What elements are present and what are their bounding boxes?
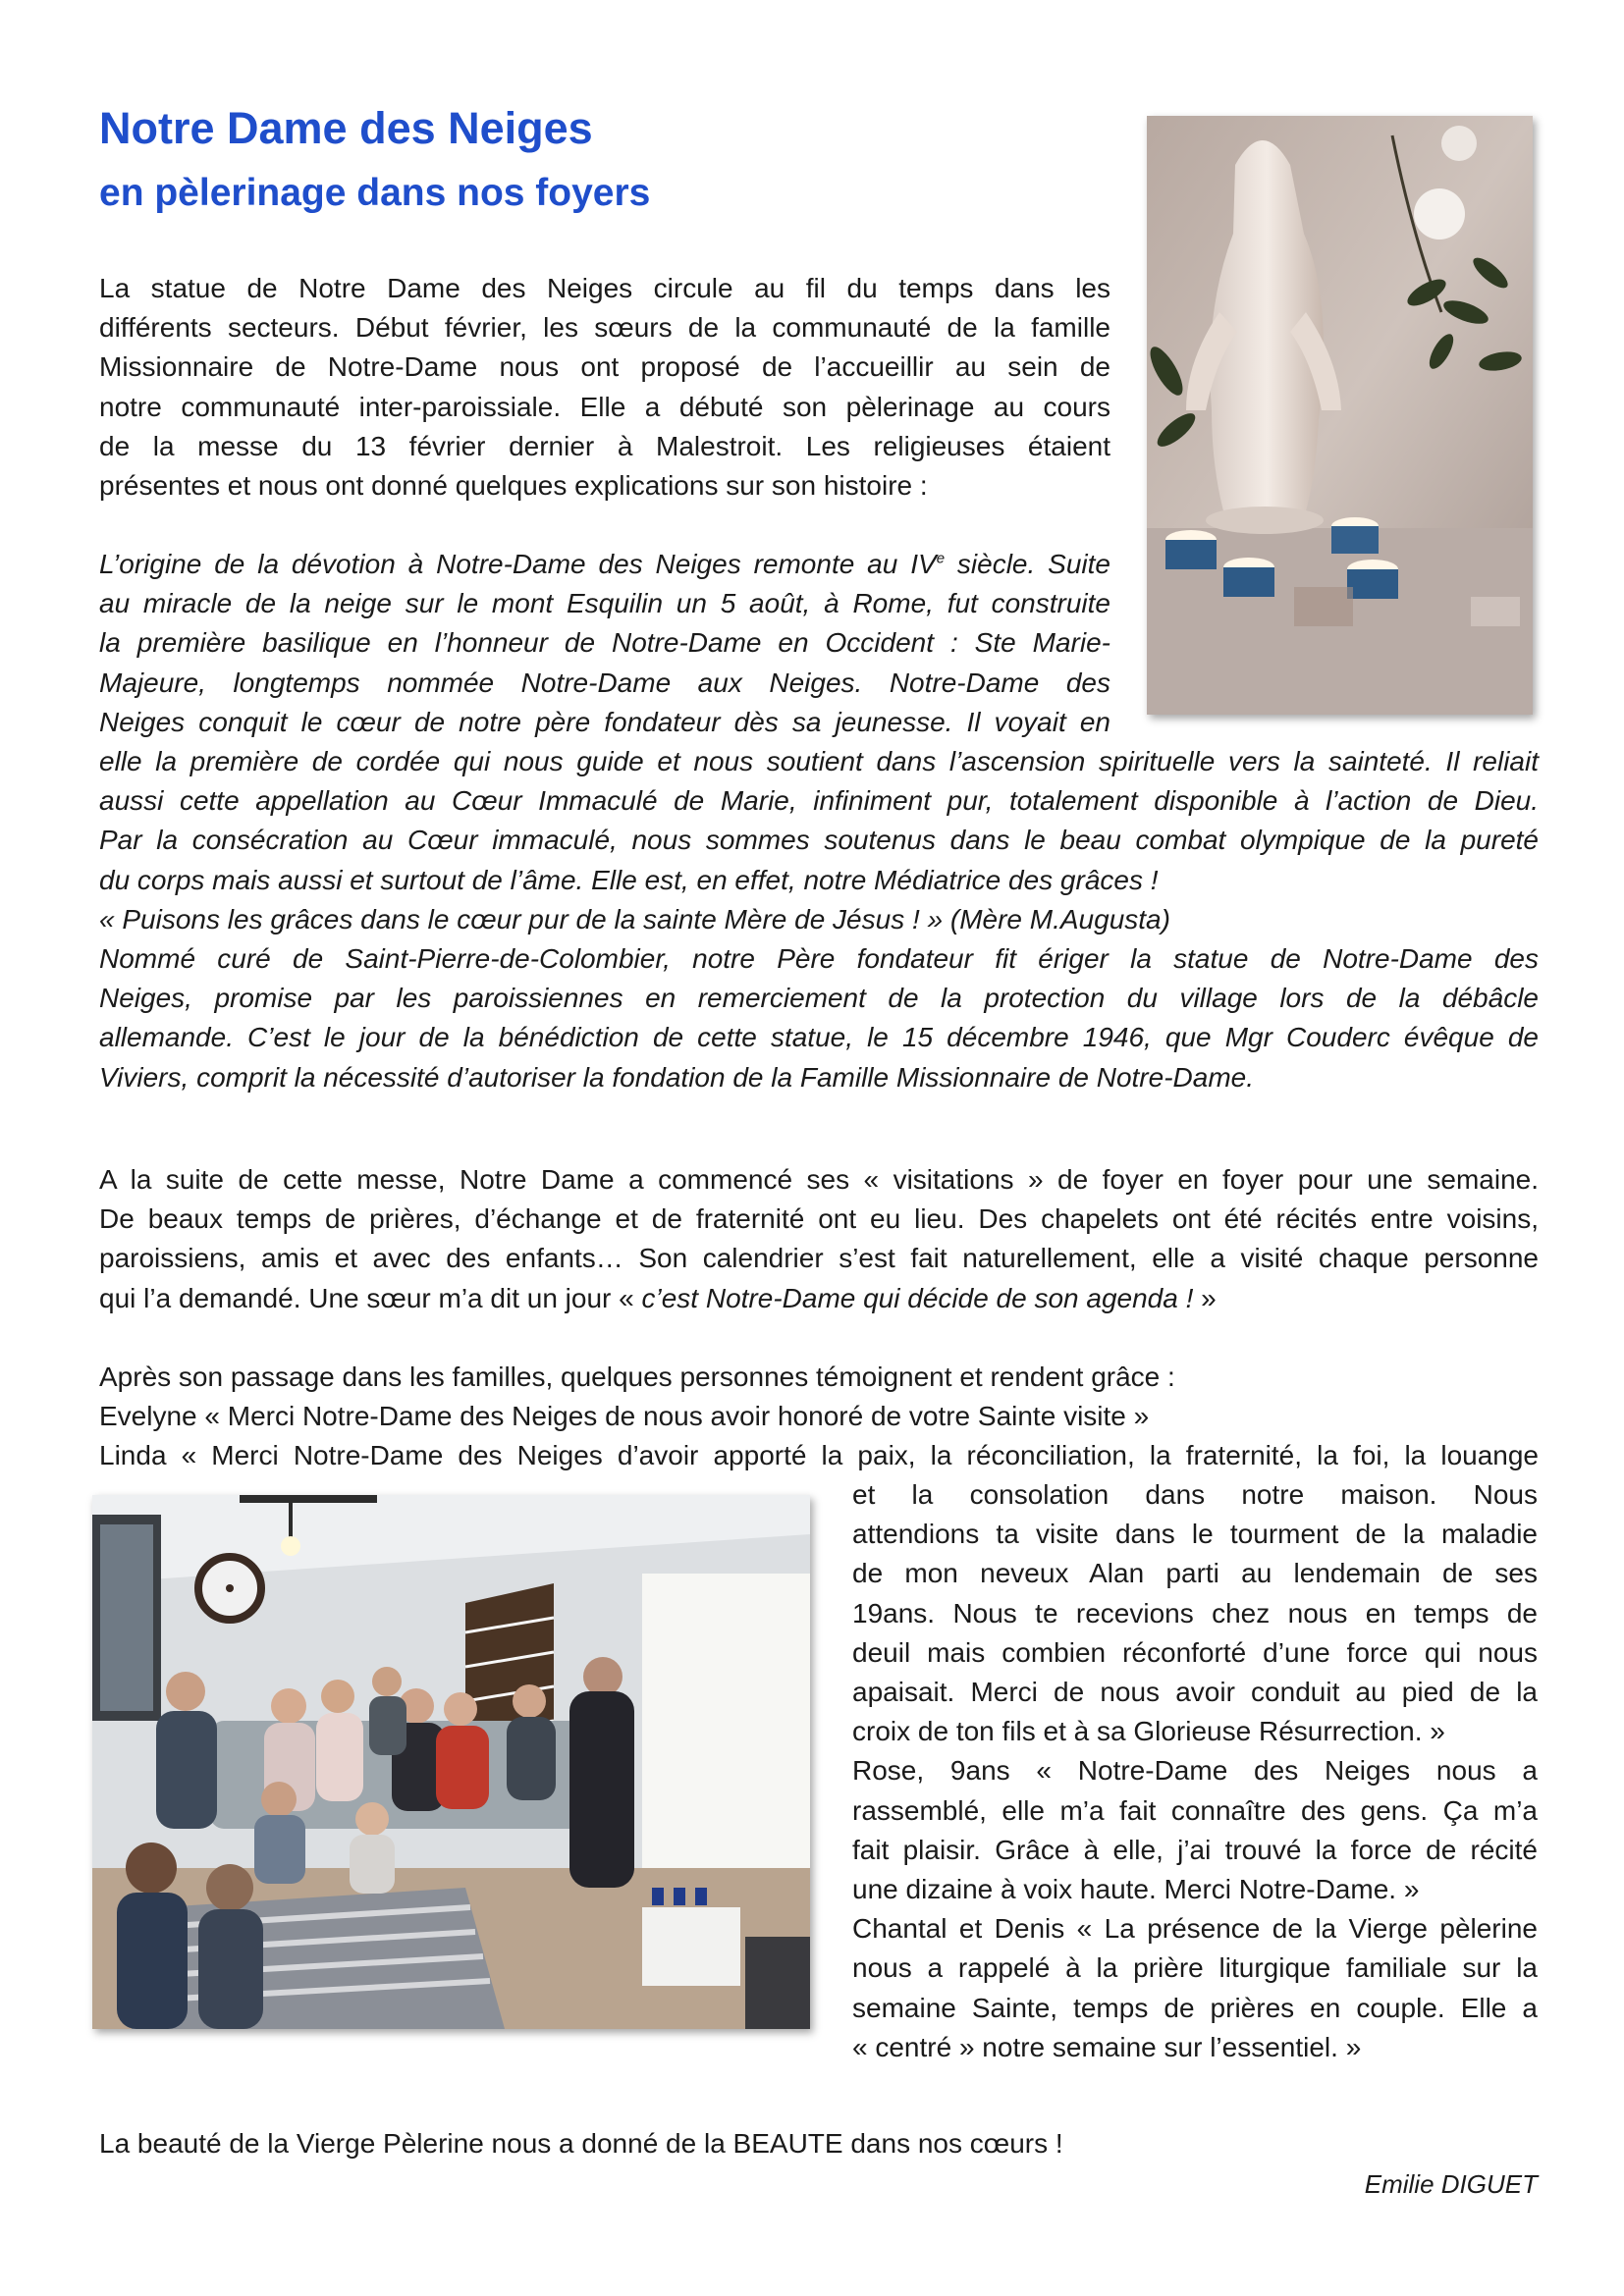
history-paragraph-narrow <box>99 545 1110 742</box>
visitations-line: De beaux temps de prières, d’échange et de fraternité ont eu lieu. Des chapelets ont été récités entre voisins, <box>99 1203 1539 1235</box>
visitations-text: qui l’a demandé. Une sœur m’a dit un jour « <box>99 1282 642 1313</box>
history-line-text: siècle. Suite <box>945 549 1110 579</box>
closing-line: La beauté de la Vierge Pèlerine nous a donné de la BEAUTE dans nos cœurs ! <box>99 2128 1063 2159</box>
testimony-rose: Rose, 9ans « Notre-Dame des Neiges nous a <box>852 1755 1538 1787</box>
nun-quote: c’est Notre-Dame qui décide de son agenda ! <box>641 1282 1194 1313</box>
visitations-paragraph <box>99 1160 1539 1318</box>
testimonies-right-column <box>852 1475 1538 2067</box>
intro-line: notre communauté inter-paroissiale. Elle a débuté son pèlerinage au cours <box>99 391 1110 422</box>
intro-line: de la messe du 13 février dernier à Malestroit. Les religieuses étaient <box>99 430 1110 461</box>
intro-line: La statue de Notre Dame des Neiges circule au fil du temps dans les <box>99 273 1110 303</box>
visitations-line <box>99 1279 1539 1318</box>
history-line: Nommé curé de Saint-Pierre-de-Colombier, notre Père fondateur fit ériger la statue de Notre-Dame des <box>99 943 1539 975</box>
testimony-line: et la consolation dans notre maison. Nous <box>852 1479 1538 1510</box>
history-line-text: L’origine de la dévotion à Notre-Dame des Neiges remonte au IV <box>99 549 937 579</box>
statue-photo <box>1147 116 1533 715</box>
testimony-line: semaine Sainte, temps de prières en couple. Elle a <box>852 1992 1538 2023</box>
intro-paragraph <box>99 269 1110 506</box>
testimony-linda-start: Linda « Merci Notre-Dame des Neiges d’avoir apporté la paix, la réconciliation, la fraternité, la foi, la louange <box>99 1440 1539 1471</box>
history-line: Viviers, comprit la nécessité d’autoriser la fondation de la Famille Missionnaire de Notre-Dame. <box>99 1061 1254 1093</box>
testimony-line: nous a rappelé à la prière liturgique familiale sur la <box>852 1952 1538 1984</box>
testimony-line: de mon neveux Alan parti au lendemain de ses <box>852 1558 1538 1589</box>
history-line: aussi cette appellation au Cœur Immaculé de Marie, infiniment pur, totalement disponible à l’action de Dieu. <box>99 785 1539 817</box>
history-line: la première basilique en l’honneur de Notre-Dame en Occident : Ste Marie- <box>99 627 1110 659</box>
visitations-line: paroissiens, amis et avec des enfants… Son calendrier s’est fait naturellement, elle a visité chaque personne <box>99 1243 1539 1274</box>
history-line: allemande. C’est le jour de la bénédiction de cette statue, le 15 décembre 1946, que Mgr Couderc évêque de <box>99 1022 1539 1053</box>
testimony-line: une dizaine à voix haute. Merci Notre-Dame. » <box>852 1874 1420 1905</box>
history-paragraph-wide <box>99 742 1539 1097</box>
history-line: Neiges, promise par les paroissiennes en remerciement de la protection du village lors de la débâcle <box>99 983 1539 1014</box>
history-line: Majeure, longtemps nommée Notre-Dame aux Neiges. Notre-Dame des <box>99 667 1110 698</box>
history-superscript: e <box>936 550 946 567</box>
intro-line: présentes et nous ont donné quelques explications sur son histoire : <box>99 470 928 502</box>
article-title: Notre Dame des Neiges <box>99 103 593 153</box>
testimony-line: Après son passage dans les familles, quelques personnes témoignent et rendent grâce : <box>99 1362 1175 1392</box>
testimony-chantal-denis: Chantal et Denis « La présence de la Vierge pèlerine <box>852 1913 1538 1945</box>
history-line: au miracle de la neige sur le mont Esquilin un 5 août, à Rome, fut construite <box>99 588 1110 619</box>
testimony-evelyne: Evelyne « Merci Notre-Dame des Neiges de nous avoir honoré de votre Sainte visite » <box>99 1401 1150 1432</box>
testimony-line: « centré » notre semaine sur l’essentiel. » <box>852 2031 1362 2062</box>
history-line <box>99 545 1110 584</box>
author-signature: Emilie DIGUET <box>1364 2169 1538 2199</box>
testimony-line: croix de ton fils et à sa Glorieuse Résurrection. » <box>852 1716 1445 1747</box>
visitations-line: A la suite de cette messe, Notre Dame a commencé ses « visitations » de foyer en foyer pour une semaine. <box>99 1164 1539 1195</box>
history-quote: « Puisons les grâces dans le cœur pur de la sainte Mère de Jésus ! » (Mère M.Augusta) <box>99 903 1170 934</box>
testimony-line: apaisait. Merci de nous avoir conduit au pied de la <box>852 1677 1538 1708</box>
testimony-line: rassemblé, elle m’a fait connaître des gens. Ça m’a <box>852 1794 1538 1826</box>
history-line: elle la première de cordée qui nous guide et nous soutient dans l’ascension spirituelle vers la sainteté. Il reliait <box>99 746 1539 776</box>
testimonies-intro <box>99 1358 1539 1476</box>
intro-line: différents secteurs. Début février, les sœurs de la communauté de la famille <box>99 312 1110 344</box>
article-subtitle: en pèlerinage dans nos foyers <box>99 172 651 214</box>
testimony-line: fait plaisir. Grâce à elle, j’ai trouvé la force de récité <box>852 1834 1538 1865</box>
history-line: Par la consécration au Cœur immaculé, nous sommes soutenus dans le beau combat olympique de la pureté <box>99 825 1539 856</box>
testimony-line: 19ans. Nous te recevions chez nous en temps de <box>852 1597 1538 1629</box>
testimony-line: deuil mais combien réconforté d’une force qui nous <box>852 1636 1538 1668</box>
history-line: du corps mais aussi et surtout de l’âme. Elle est, en effet, notre Médiatrice des grâces ! <box>99 864 1159 895</box>
visitations-text: » <box>1193 1282 1217 1313</box>
testimony-line: attendions ta visite dans le tourment de la maladie <box>852 1519 1538 1550</box>
group-photo <box>92 1495 810 2029</box>
intro-line: Missionnaire de Notre-Dame nous ont proposé de l’accueillir au sein de <box>99 351 1110 383</box>
history-line: Neiges conquit le cœur de notre père fondateur dès sa jeunesse. Il voyait en <box>99 706 1110 737</box>
